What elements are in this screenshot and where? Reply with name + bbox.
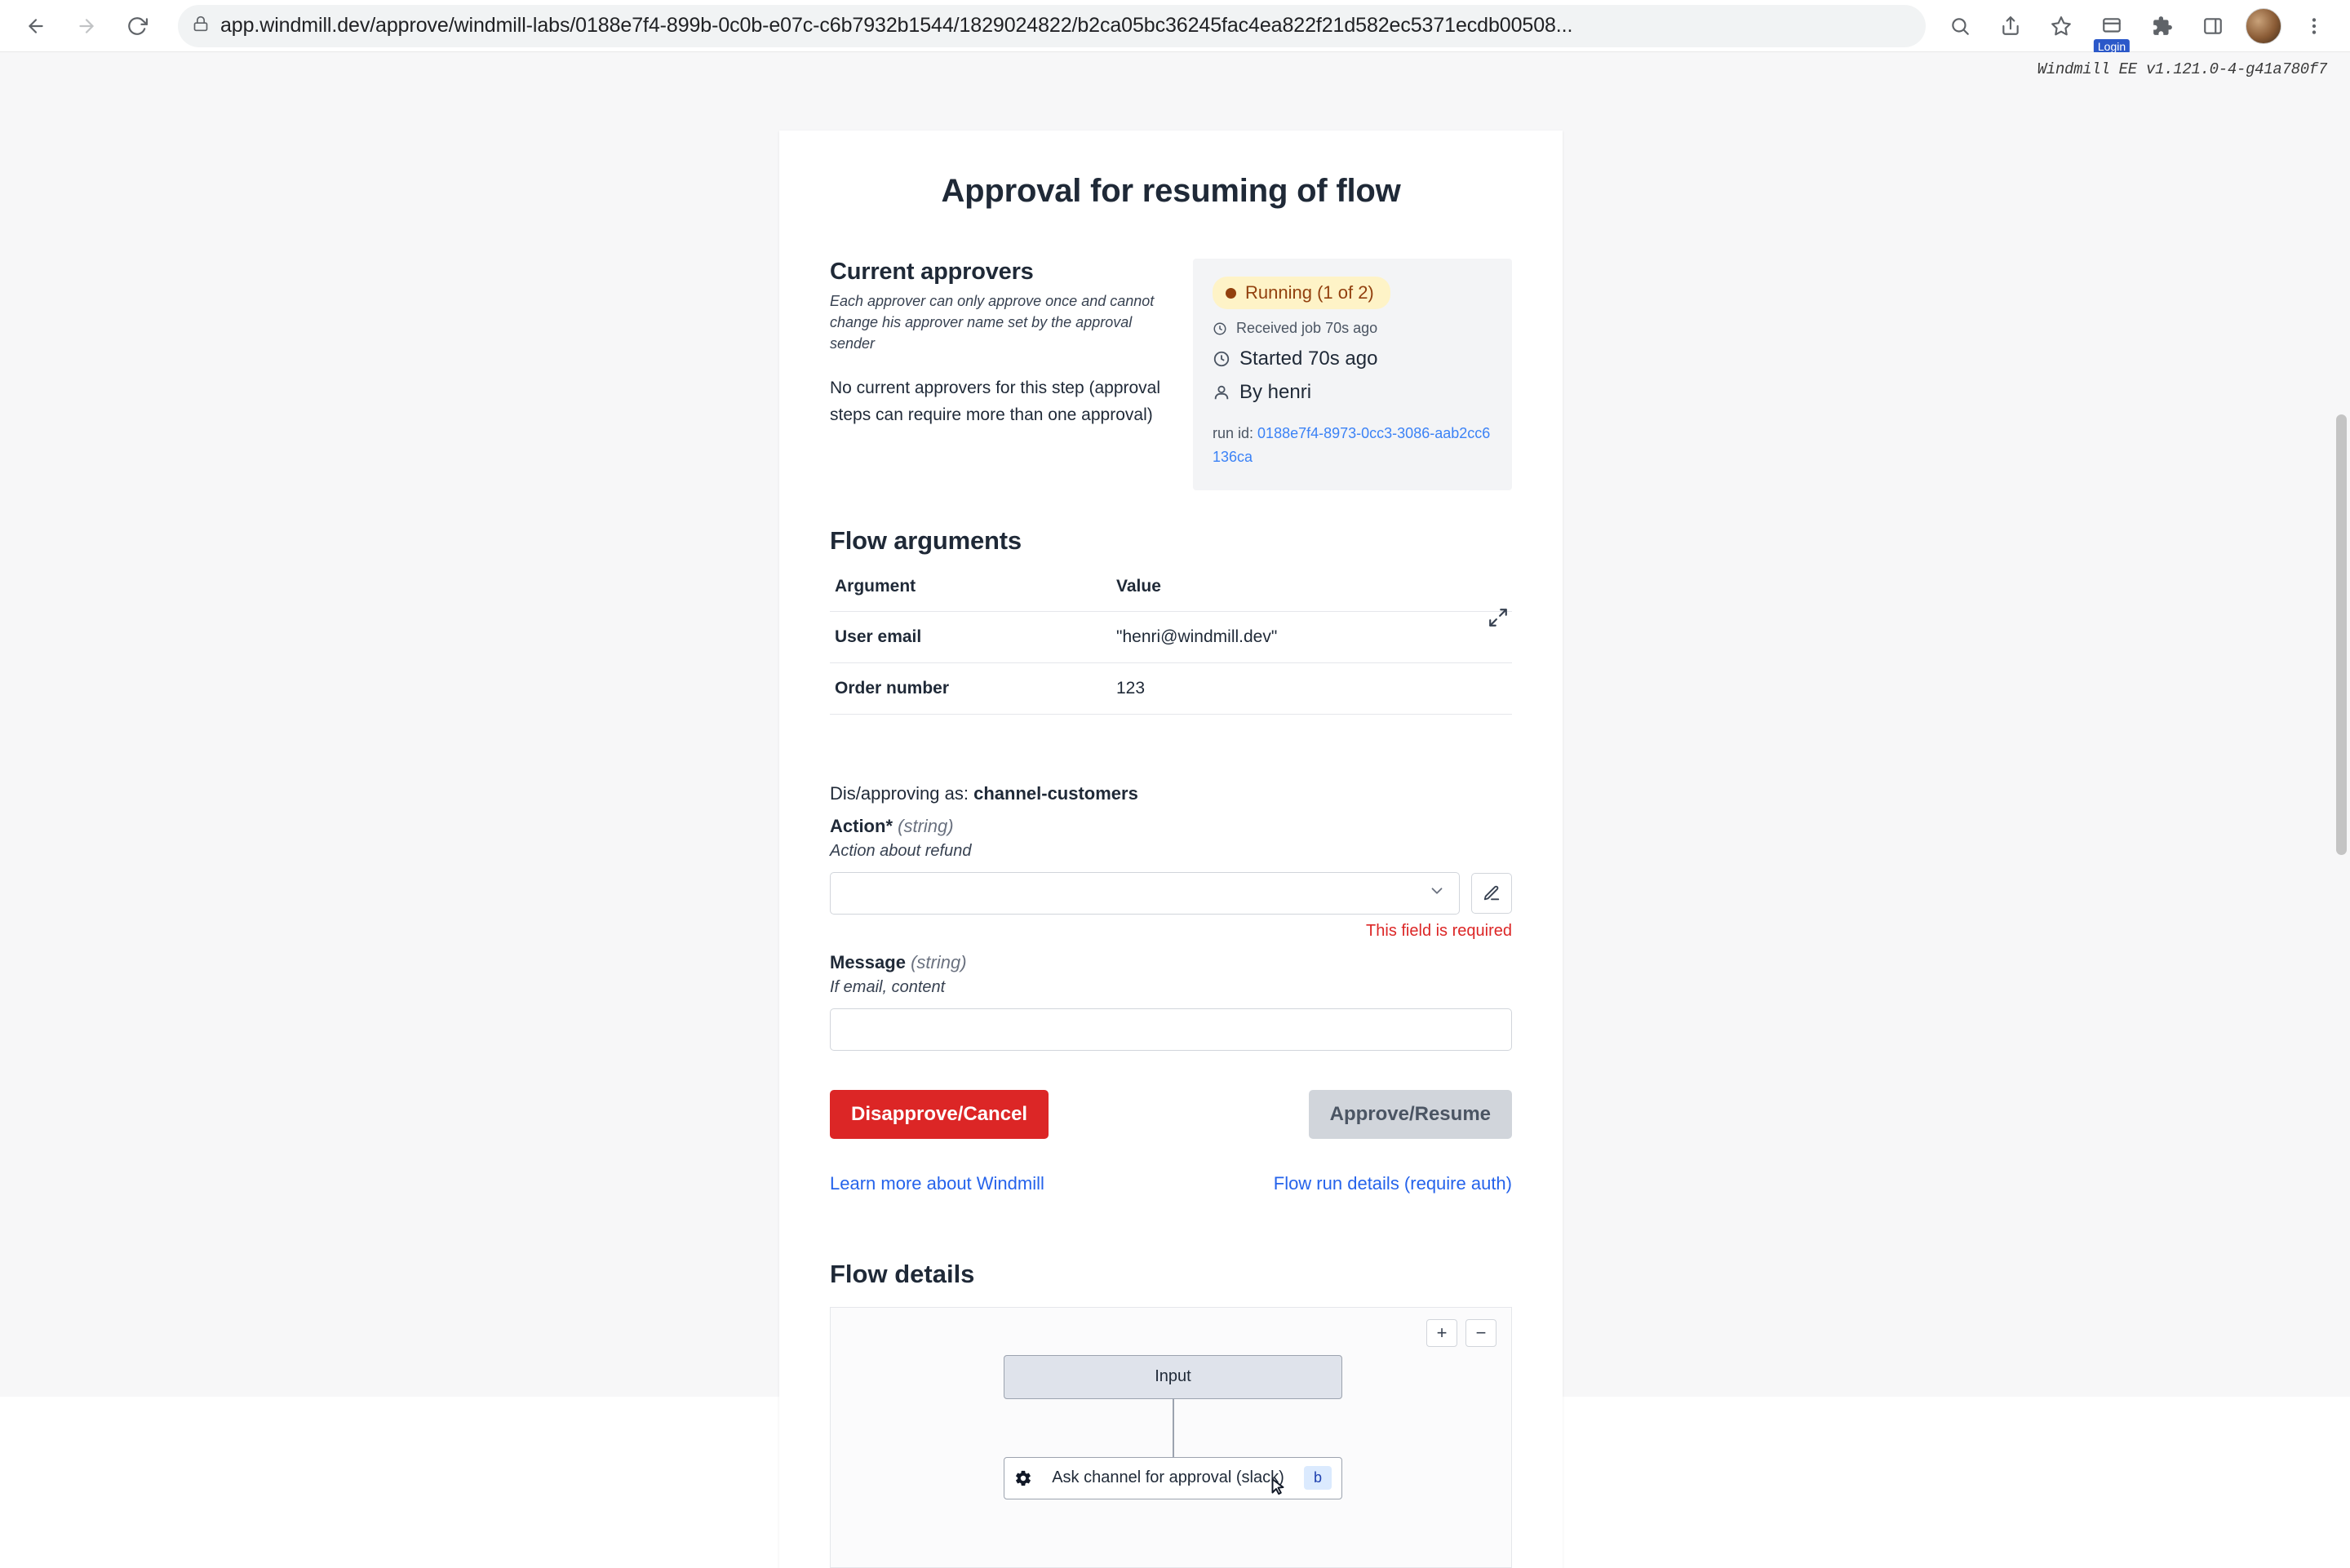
learn-more-link[interactable]: Learn more about Windmill	[830, 1172, 1044, 1194]
side-panel-icon[interactable]	[2192, 5, 2234, 47]
author-text: By henri	[1239, 381, 1312, 403]
disapprove-cancel-button[interactable]: Disapprove/Cancel	[830, 1090, 1049, 1139]
current-approvers-subtitle: Each approver can only approve once and cannot change his approver name set by the approval sender	[830, 293, 1155, 352]
flow-graph-canvas[interactable]	[830, 1307, 1512, 1568]
flow-node-input-label: Input	[1155, 1367, 1191, 1386]
clock-icon	[1213, 350, 1230, 368]
star-icon[interactable]	[2040, 5, 2082, 47]
flow-arguments-table	[830, 577, 1512, 715]
avatar[interactable]	[2242, 5, 2285, 47]
zoom-in-button[interactable]: +	[1426, 1319, 1457, 1347]
share-icon[interactable]	[1989, 5, 2032, 47]
action-select[interactable]	[830, 872, 1460, 915]
started-line	[1213, 348, 1492, 370]
flow-node-step-label: Ask channel for approval (slack)	[1052, 1468, 1284, 1487]
action-required-mark: *	[885, 815, 893, 836]
disapproving-as-value: channel-customers	[973, 782, 1138, 804]
gear-icon	[1014, 1469, 1032, 1487]
flow-arguments-heading: Flow arguments	[830, 525, 1022, 555]
address-bar-url: app.windmill.dev/approve/windmill-labs/0188e7f4-899b-0c0b-e07c-c6b7932b1544/1829024822/b2ca05bc36245fac4ea822f21d582ec5371ecdb00508...	[220, 14, 1573, 37]
action-label-text: Action	[830, 815, 886, 836]
action-help-text: Action about refund	[830, 841, 972, 860]
flow-details-heading: Flow details	[830, 1259, 975, 1288]
started-text: Started 70s ago	[1239, 348, 1378, 370]
run-id-block	[1213, 422, 1492, 469]
mouse-cursor-icon	[1267, 1477, 1288, 1502]
forward-arrow-icon[interactable]	[65, 5, 108, 47]
status-badge-label: Running (1 of 2)	[1245, 282, 1374, 303]
page-scrollbar[interactable]	[2332, 52, 2350, 1397]
chevron-down-icon	[1428, 882, 1446, 904]
argument-name: User email	[830, 611, 1111, 662]
argument-name: Order number	[830, 662, 1111, 714]
version-label: Windmill EE v1.121.0-4-g41a780f7	[2037, 60, 2327, 78]
expand-icon[interactable]	[1484, 604, 1512, 636]
flow-node-input[interactable]	[1004, 1355, 1342, 1399]
extension-login-badge[interactable]	[2091, 5, 2133, 53]
three-dot-menu-icon[interactable]	[2293, 5, 2335, 47]
received-text: Received job 70s ago	[1236, 320, 1378, 336]
action-error-message: This field is required	[1366, 921, 1512, 940]
argument-value: 123	[1111, 662, 1512, 714]
approval-card	[779, 131, 1563, 1568]
table-row	[830, 611, 1512, 662]
reload-icon[interactable]	[116, 5, 158, 47]
zoom-controls	[1426, 1319, 1496, 1347]
lock-icon	[193, 16, 209, 36]
run-id-label: run id:	[1213, 425, 1254, 441]
message-input[interactable]	[830, 1008, 1512, 1051]
run-id-link[interactable]: 0188e7f4-8973-0cc3-3086-aab2cc6136ca	[1213, 425, 1491, 465]
action-input-row	[830, 872, 1512, 915]
current-approvers-note: No current approvers for this step (approval steps can require more than one approval)	[830, 379, 1161, 424]
status-badge	[1213, 277, 1390, 309]
scrollbar-thumb[interactable]	[2336, 414, 2347, 855]
flow-node-approval-step[interactable]	[1004, 1457, 1342, 1499]
footer-links-row	[830, 1173, 1512, 1194]
disapproving-as-line	[830, 783, 1512, 804]
user-icon	[1213, 383, 1230, 401]
argument-value: "henri@windmill.dev"	[1111, 611, 1512, 662]
action-buttons-row	[830, 1090, 1512, 1139]
summary-section	[830, 259, 1512, 490]
message-type-text: (string)	[911, 951, 967, 972]
table-row	[830, 662, 1512, 714]
approve-resume-button[interactable]: Approve/Resume	[1309, 1090, 1512, 1139]
column-value: Value	[1111, 577, 1512, 612]
avatar-image	[2246, 8, 2281, 44]
puzzle-icon[interactable]	[2141, 5, 2184, 47]
message-label-text: Message	[830, 951, 906, 972]
action-field-label	[830, 816, 1512, 837]
zoom-out-button[interactable]: −	[1465, 1319, 1496, 1347]
flow-run-details-link[interactable]: Flow run details (require auth)	[1273, 1172, 1512, 1194]
address-bar[interactable]	[178, 5, 1926, 47]
author-line	[1213, 381, 1492, 404]
job-status-box	[1193, 259, 1512, 490]
search-icon[interactable]	[1939, 5, 1981, 47]
action-type-text: (string)	[898, 815, 954, 836]
pencil-icon[interactable]	[1471, 873, 1512, 914]
extension-badge-label: Login	[2094, 39, 2130, 54]
browser-toolbar	[0, 0, 2350, 52]
disapproving-prefix: Dis/approving as:	[830, 782, 969, 804]
column-argument: Argument	[830, 577, 1111, 612]
page-body	[0, 52, 2350, 1487]
page-title: Approval for resuming of flow	[941, 173, 1401, 209]
table-header-row	[830, 577, 1512, 612]
flow-node-step-badge: b	[1304, 1466, 1332, 1490]
back-arrow-icon[interactable]	[15, 5, 57, 47]
message-field-label	[830, 952, 1512, 973]
status-dot-icon	[1226, 288, 1236, 299]
received-line	[1213, 320, 1492, 337]
message-help-text: If email, content	[830, 977, 946, 996]
current-approvers-block	[830, 259, 1168, 490]
clock-icon	[1213, 321, 1227, 336]
current-approvers-heading: Current approvers	[830, 259, 1034, 285]
